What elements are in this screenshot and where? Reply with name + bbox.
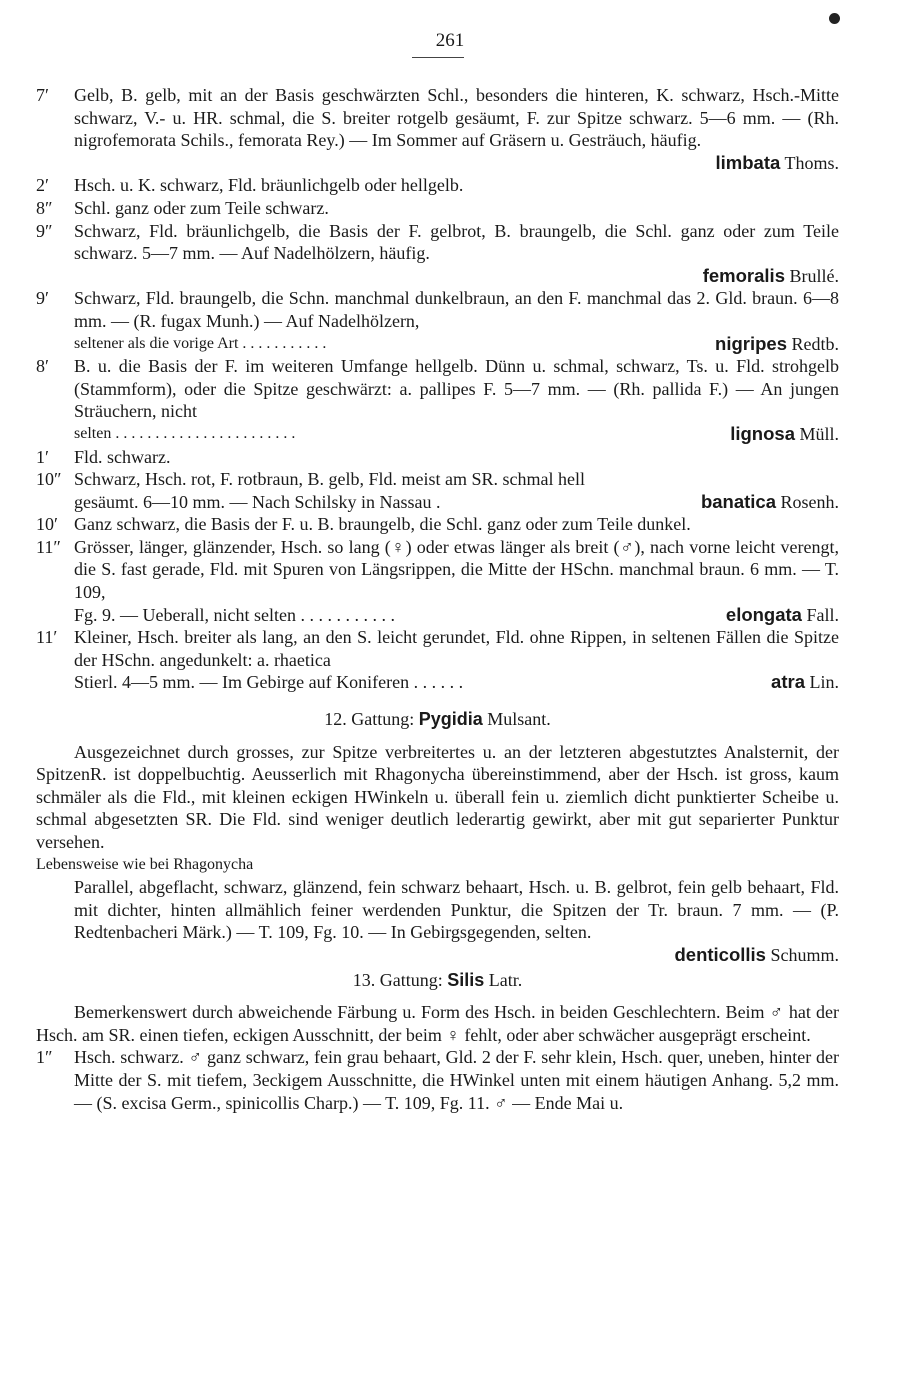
species-name: femoralis [702,264,785,286]
page-number-rule [412,57,464,58]
key-entry-9-double [36,220,839,288]
genus-name: Pygidia [418,709,483,730]
key-number: 9′ [36,288,49,309]
key-number: 9″ [36,220,53,241]
species-name: atra [771,671,805,693]
key-number: 2′ [36,175,49,196]
genus-author: Latr. [488,969,523,990]
entry-text: Schl. ganz oder zum Teile schwarz. [74,197,329,218]
species-name: lignosa [730,422,795,444]
species-description: Parallel, abgeflacht, schwarz, glänzend, fein schwarz behaart, Hsch. u. B. gelbrot, fein gelb behaart, Fld. mit dichter, hinten allmählich feiner werdenden Punktur, die Spitzen der Tr. braun. 7 mm. — (P. Redtenbacheri Märk.) — T. 109, Fg. 10. — In Gebirgsgegenden, selten. [74,877,839,943]
key-number: 11′ [36,627,58,648]
key-entry-11-prime [36,626,839,694]
key-entry-10-prime [36,513,839,536]
species-author: Lin. [809,672,839,693]
key-number: 8′ [36,356,49,377]
genus-label: 13. Gattung: [352,969,443,990]
key-number: 1″ [36,1047,53,1068]
key-number: 10″ [36,469,62,490]
ink-speck [829,13,840,24]
entry-text: Kleiner, Hsch. breiter als lang, an den S. leicht gerundet, Fld. ohne Rippen, in seltenen Fällen die Spitze der HSchn. angedunkelt: a. rhaetica [74,627,839,670]
key-entry-2-prime [36,174,839,197]
species-name: denticollis [674,943,766,965]
genus-label: 12. Gattung: [324,709,415,730]
entry-text: Ganz schwarz, die Basis der F. u. B. braungelb, die Schl. ganz oder zum Teile dunkel. [74,514,691,535]
key-number: 11″ [36,536,61,557]
entry-text: Schwarz, Hsch. rot, F. rotbraun, B. gelb, Fld. meist am SR. schmal hell [74,469,585,490]
entry-text: Schwarz, Fld. braungelb, die Schn. manchmal dunkelbraun, an den F. manchmal das 2. Gld. braun. 6—8 mm. — (R. fugax Munh.) — Auf Nadelhölzern, [74,288,839,331]
species-author: Thoms. [784,152,839,173]
key-entry-8-prime [36,355,839,445]
page-number: 261 [435,30,465,51]
species-author: Fall. [806,604,839,625]
species-name: limbata [715,151,781,173]
species-name: elongata [725,603,802,625]
genus-name: Silis [447,969,485,990]
genus-description: Bemerkenswert durch abweichende Färbung u. Form des Hsch. in beiden Geschlechtern. Beim ♂ hat der Hsch. am SR. einen tiefen, eckigen Ausschnitt, der beim ♀ fehlt, oder aber schwächer ausgeprägt erscheint. [36,1002,839,1045]
species-author: Redtb. [791,333,839,354]
key-entry-10-double [36,468,839,513]
entry-text: Grösser, länger, glänzender, Hsch. so lang (♀) oder etwas länger als breit (♂), nach vorne leicht verengt, die S. fast gerade, Fld. mit Spuren von Längsrippen, die Mitte der HSchn. manchmal braun. 6 mm. — T. 109, [74,536,839,603]
key-number: 1′ [36,446,49,467]
species-name: nigripes [715,332,787,354]
species-author: Schumm. [770,944,839,965]
species-name: banatica [700,490,776,512]
genus-description: Ausgezeichnet durch grosses, zur Spitze verbreitertes u. an der letzteren abgestutztes Analsternit, der SpitzenR. ist doppelbuchtig. Aeusserlich mit Rhagonycha übereinstimmend, aber der Hsch. ist gross, kaum schmäler als die Fld., mit kleinen eckigen HWinkeln u. überall fein u. ziemlich dicht punktierter Scheibe u. schmal abgesetzten SR. Die Fld. sind weniger deutlich lederartig gewirkt, aber mit gut separierter Punktur versehen. [36,741,839,852]
genus-heading-pygidia [36,708,839,731]
key-number: 7′ [36,85,49,105]
page-text [36,84,839,1114]
entry-tail: Stierl. 4—5 mm. — Im Gebirge auf Koniferen . . . . . . [74,672,464,693]
entry-text: Hsch. u. K. schwarz, Fld. bräunlichgelb oder hellgelb. [74,175,464,196]
entry-tail: Fg. 9. — Ueberall, nicht selten . . . . . . . . . . . [74,604,395,625]
species-author: Müll. [799,423,839,444]
entry-text: Hsch. schwarz. ♂ ganz schwarz, fein grau behaart, Gld. 2 der F. sehr klein, Hsch. quer, uneben, hinter der Mitte der S. mit tiefem, 3eckigem Ausschnitte, die HWinkel unten mit einem häutigen Anhang. 5,2 mm. — (S. excisa Germ., spinicollis Charp.) — T. 109, Fg. 11. ♂ — Ende Mai u. [74,1047,839,1113]
key-number: 10′ [36,514,58,535]
species-author: Brullé. [789,265,839,286]
key-entry-8-double [36,197,839,220]
entry-text: Schwarz, Fld. bräunlichgelb, die Basis der F. gelbrot, B. braungelb, die Schl. ganz oder zum Teile schwarz. 5—7 mm. — Auf Nadelhölzern, häufig. [74,220,839,264]
lebensweise-note: Lebensweise wie bei Rhagonycha [36,855,254,873]
entry-tail: gesäumt. 6—10 mm. — Nach Schilsky in Nassau . [74,491,441,512]
entry-tail: selten . . . . . . . . . . . . . . . . . . . . . . . [74,424,296,442]
entry-text: Gelb, B. gelb, mit an der Basis geschwärzten Schl., besonders die hinteren, K. schwarz, Hsch.-Mitte schwarz, V.- u. HR. schmal, die S. breiter rotgelb gesäumt, F. zur Spitze schwarz. 5—6 mm. — (Rh. nigrofemorata Schils., femorata Rey.) — Im Sommer auf Gräsern u. Gesträuch, häufig. [74,85,839,151]
key-entry-7-prime [36,84,839,174]
key-number: 8″ [36,197,53,218]
key-entry-9-prime [36,287,839,355]
entry-text: B. u. die Basis der F. im weiteren Umfange hellgelb. Dünn u. schmal, schwarz, Ts. u. Fld. strohgelb (Stammform), oder die Spitze geschwärzt: a. pallipes F. 5—7 mm. — (Rh. pallida F.) — An jungen Sträuchern, nicht [74,356,839,422]
species-author: Rosenh. [780,491,839,512]
key-entry-11-double [36,536,839,626]
key-entry-1-prime [36,446,839,469]
genus-author: Mulsant. [487,709,551,730]
entry-text: Fld. schwarz. [74,446,171,467]
entry-tail: seltener als die vorige Art . . . . . . . . . . . [74,334,327,352]
key-entry-1-double [36,1046,839,1114]
genus-heading-silis [36,969,839,992]
